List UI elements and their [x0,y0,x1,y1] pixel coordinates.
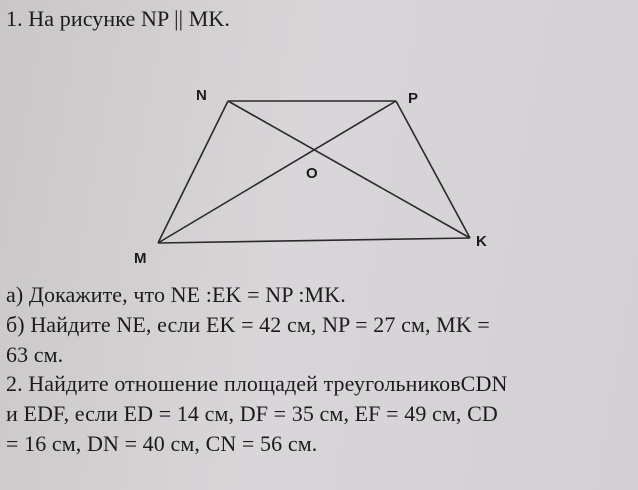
problem2-line3: = 16 см, DN = 40 см, CN = 56 см. [6,431,318,456]
label-m: M [134,250,147,267]
problem1-part-a: а) Докажите, что NE :EK = NP :MK. [6,282,346,307]
label-p: P [408,90,419,107]
label-n: N [196,87,207,104]
side-km [158,238,470,243]
label-o: O [306,165,318,182]
label-k: K [476,233,487,250]
problem1-title: 1. На рисунке NP || MK. [6,6,230,31]
problem1-part-b-line2: 63 см. [6,342,64,367]
problem2-line1: 2. Найдите отношение площадей треугольниковCDN [6,371,508,396]
problem2-line2: и EDF, если ED = 14 см, DF = 35 см, EF = 49 см, CD [6,401,498,426]
problem1-part-b-line1: б) Найдите NE, если EK = 42 см, NP = 27 см, MK = [6,312,490,337]
